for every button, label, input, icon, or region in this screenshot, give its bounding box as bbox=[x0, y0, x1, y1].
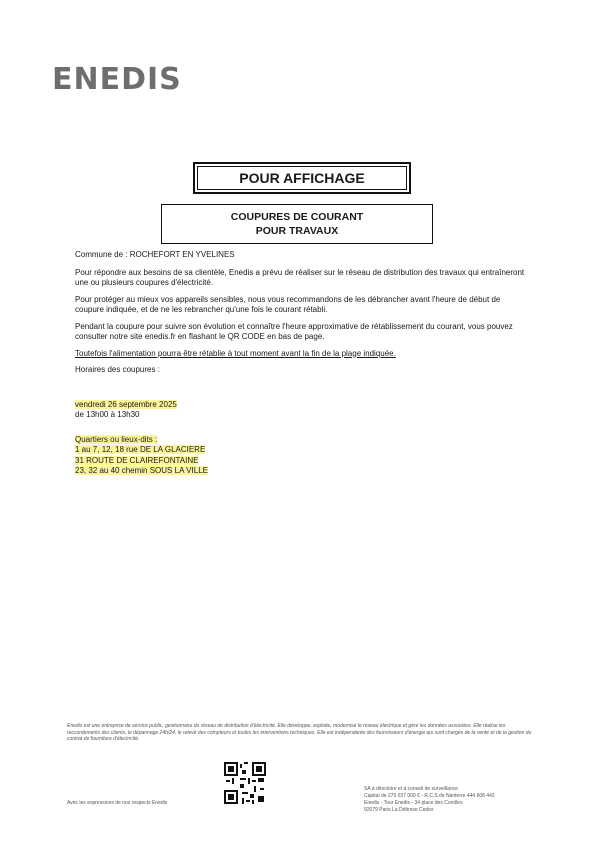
enedis-logo: ENEDIS bbox=[52, 62, 182, 97]
paragraph-proteger: Pour protéger au mieux vos appareils sensibles, nous vous recommandons de les débrancher avant l'heure de début de coupure indiquée, et de ne les rebrancher qu'une fois le courant rétabli. bbox=[75, 294, 501, 314]
list-item: 1 au 7, 12, 18 rue DE LA GLACIERE bbox=[75, 445, 206, 454]
coupures-title-line2: POUR TRAVAUX bbox=[255, 225, 339, 237]
quartiers-list bbox=[75, 435, 525, 477]
pour-affichage-title: POUR AFFICHAGE bbox=[239, 170, 365, 186]
list-item: 23, 32 au 40 chemin SOUS LA VILLE bbox=[75, 466, 208, 475]
paragraph-besoins: Pour répondre aux besoins de sa clientèle, Enedis a prévu de réaliser sur le réseau de distribution des travaux qui entraîneront une ou plusieurs coupures d'électricité. bbox=[75, 267, 525, 287]
list-item: 31 ROUTE DE CLAIREFONTAINE bbox=[75, 455, 199, 465]
coupures-title-line1: COUPURES DE COURANT bbox=[230, 211, 364, 223]
paragraph-suivre: Pendant la coupure pour suivre son évolution et connaître l'heure approximative de rétablissement du courant, vous pouvez consulter notre site enedis.fr en flashant le QR CODE en bas de page. bbox=[75, 321, 513, 341]
schedule bbox=[75, 400, 525, 421]
footer-left-note: Avec les expressions de nos respects Enedis bbox=[67, 800, 168, 806]
quartiers-label: Quartiers ou lieux-dits : bbox=[75, 434, 158, 444]
commune-line: Commune de : ROCHEFORT EN YVELINES bbox=[75, 250, 235, 259]
schedule-time: de 13h00 à 13h30 bbox=[75, 410, 140, 419]
paragraph-toutefois: Toutefois l'alimentation pourra être rétablie à tout moment avant la fin de la plage indiquée. bbox=[75, 348, 396, 358]
notice-body bbox=[75, 250, 525, 477]
schedule-date: vendredi 26 septembre 2025 bbox=[75, 399, 177, 409]
coupures-box bbox=[161, 204, 433, 244]
pour-affichage-box bbox=[193, 162, 411, 194]
qr-code-icon[interactable] bbox=[224, 762, 266, 804]
footer-legal-text: Enedis est une entreprise de service public, gestionnaire du réseau de distribution d'électricité. Elle développe, exploite, modernise le réseau électrique et gère les données associées. Elle réalise les raccordements des clients, le dépannage 24h/24, le relevé des compteurs et toutes les interventions techniques. Elle est indépendante des fournisseurs d'énergie qui sont chargés de la vente et de la gestion du contrat de fourniture d'électricité. bbox=[67, 723, 532, 742]
footer-company-info: SA à directoire et à conseil de surveillance Capital de 270 037 000 € - R.C.S de Nanterre 444 608 442 Enedis - Tour Enedis - 34 place des Corolles 92079 Paris La Défense Cedex bbox=[364, 786, 495, 813]
horaires-label: Horaires des coupures : bbox=[75, 365, 160, 374]
